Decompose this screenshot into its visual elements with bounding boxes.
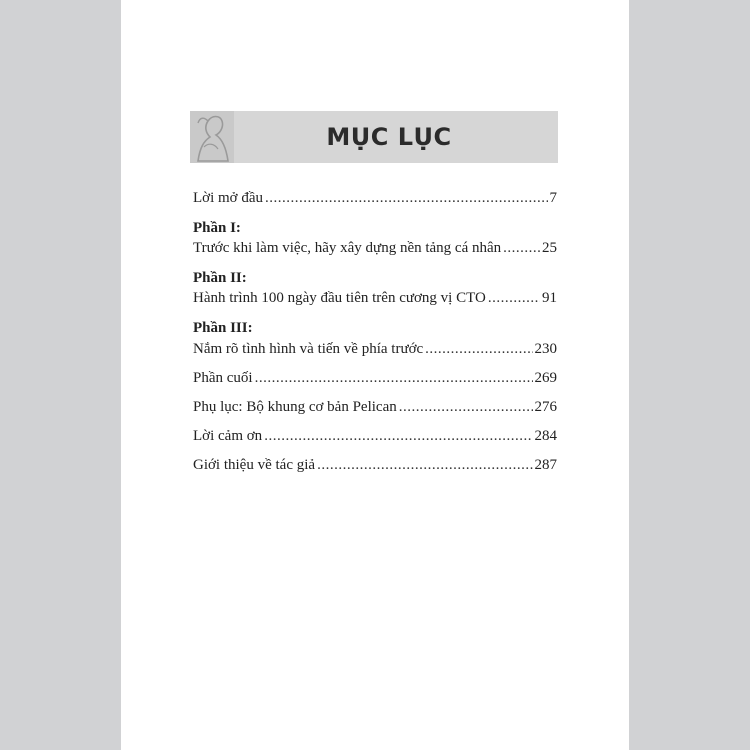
toc-entry-page: 7 — [549, 190, 557, 206]
toc-entry-title: Giới thiệu về tác giả — [193, 457, 316, 473]
toc-entry[interactable] — [193, 399, 557, 419]
part-heading: Phần III: — [193, 320, 253, 336]
toc-entry-title: Phần cuối — [193, 370, 253, 386]
toc-entry[interactable] — [193, 341, 557, 361]
toc-entry-title: Lời cảm ơn — [193, 428, 263, 444]
toc-entry-title: Hành trình 100 ngày đầu tiên trên cương vị CTO — [193, 290, 486, 306]
toc-entry[interactable] — [193, 240, 557, 260]
toc-entry-page: 91 — [542, 290, 557, 306]
page-title: MỤC LỤC — [326, 123, 452, 151]
dot-leader — [317, 457, 532, 474]
dot-leader — [265, 190, 547, 207]
toc-entry-title: Lời mở đầu — [193, 190, 264, 206]
toc-entry[interactable] — [193, 428, 557, 448]
toc-entry-title: Trước khi làm việc, hãy xây dựng nền tảng cá nhân — [193, 240, 502, 256]
dot-leader — [399, 399, 533, 416]
toc-entry[interactable] — [193, 457, 557, 477]
toc-entry-page: 284 — [534, 428, 557, 444]
dot-leader — [425, 341, 532, 358]
toc-entry-page: 230 — [534, 341, 557, 357]
toc-entry[interactable] — [193, 190, 557, 210]
toc-entry[interactable] — [193, 370, 557, 390]
part-heading: Phần II: — [193, 270, 247, 286]
toc-entry-page: 25 — [542, 240, 557, 256]
toc-entry-page: 276 — [534, 399, 557, 415]
dot-leader — [255, 370, 533, 387]
toc-entry-title: Phụ lục: Bộ khung cơ bản Pelican — [193, 399, 397, 415]
toc-entry-page: 269 — [534, 370, 557, 386]
dot-leader — [503, 240, 540, 257]
toc-entry-title: Nắm rõ tình hình và tiến về phía trước — [193, 341, 424, 357]
dot-leader — [488, 290, 540, 307]
part-heading: Phần I: — [193, 220, 241, 236]
dot-leader — [264, 428, 532, 445]
toc-entry-page: 287 — [534, 457, 557, 473]
toc-entry[interactable] — [193, 290, 557, 310]
